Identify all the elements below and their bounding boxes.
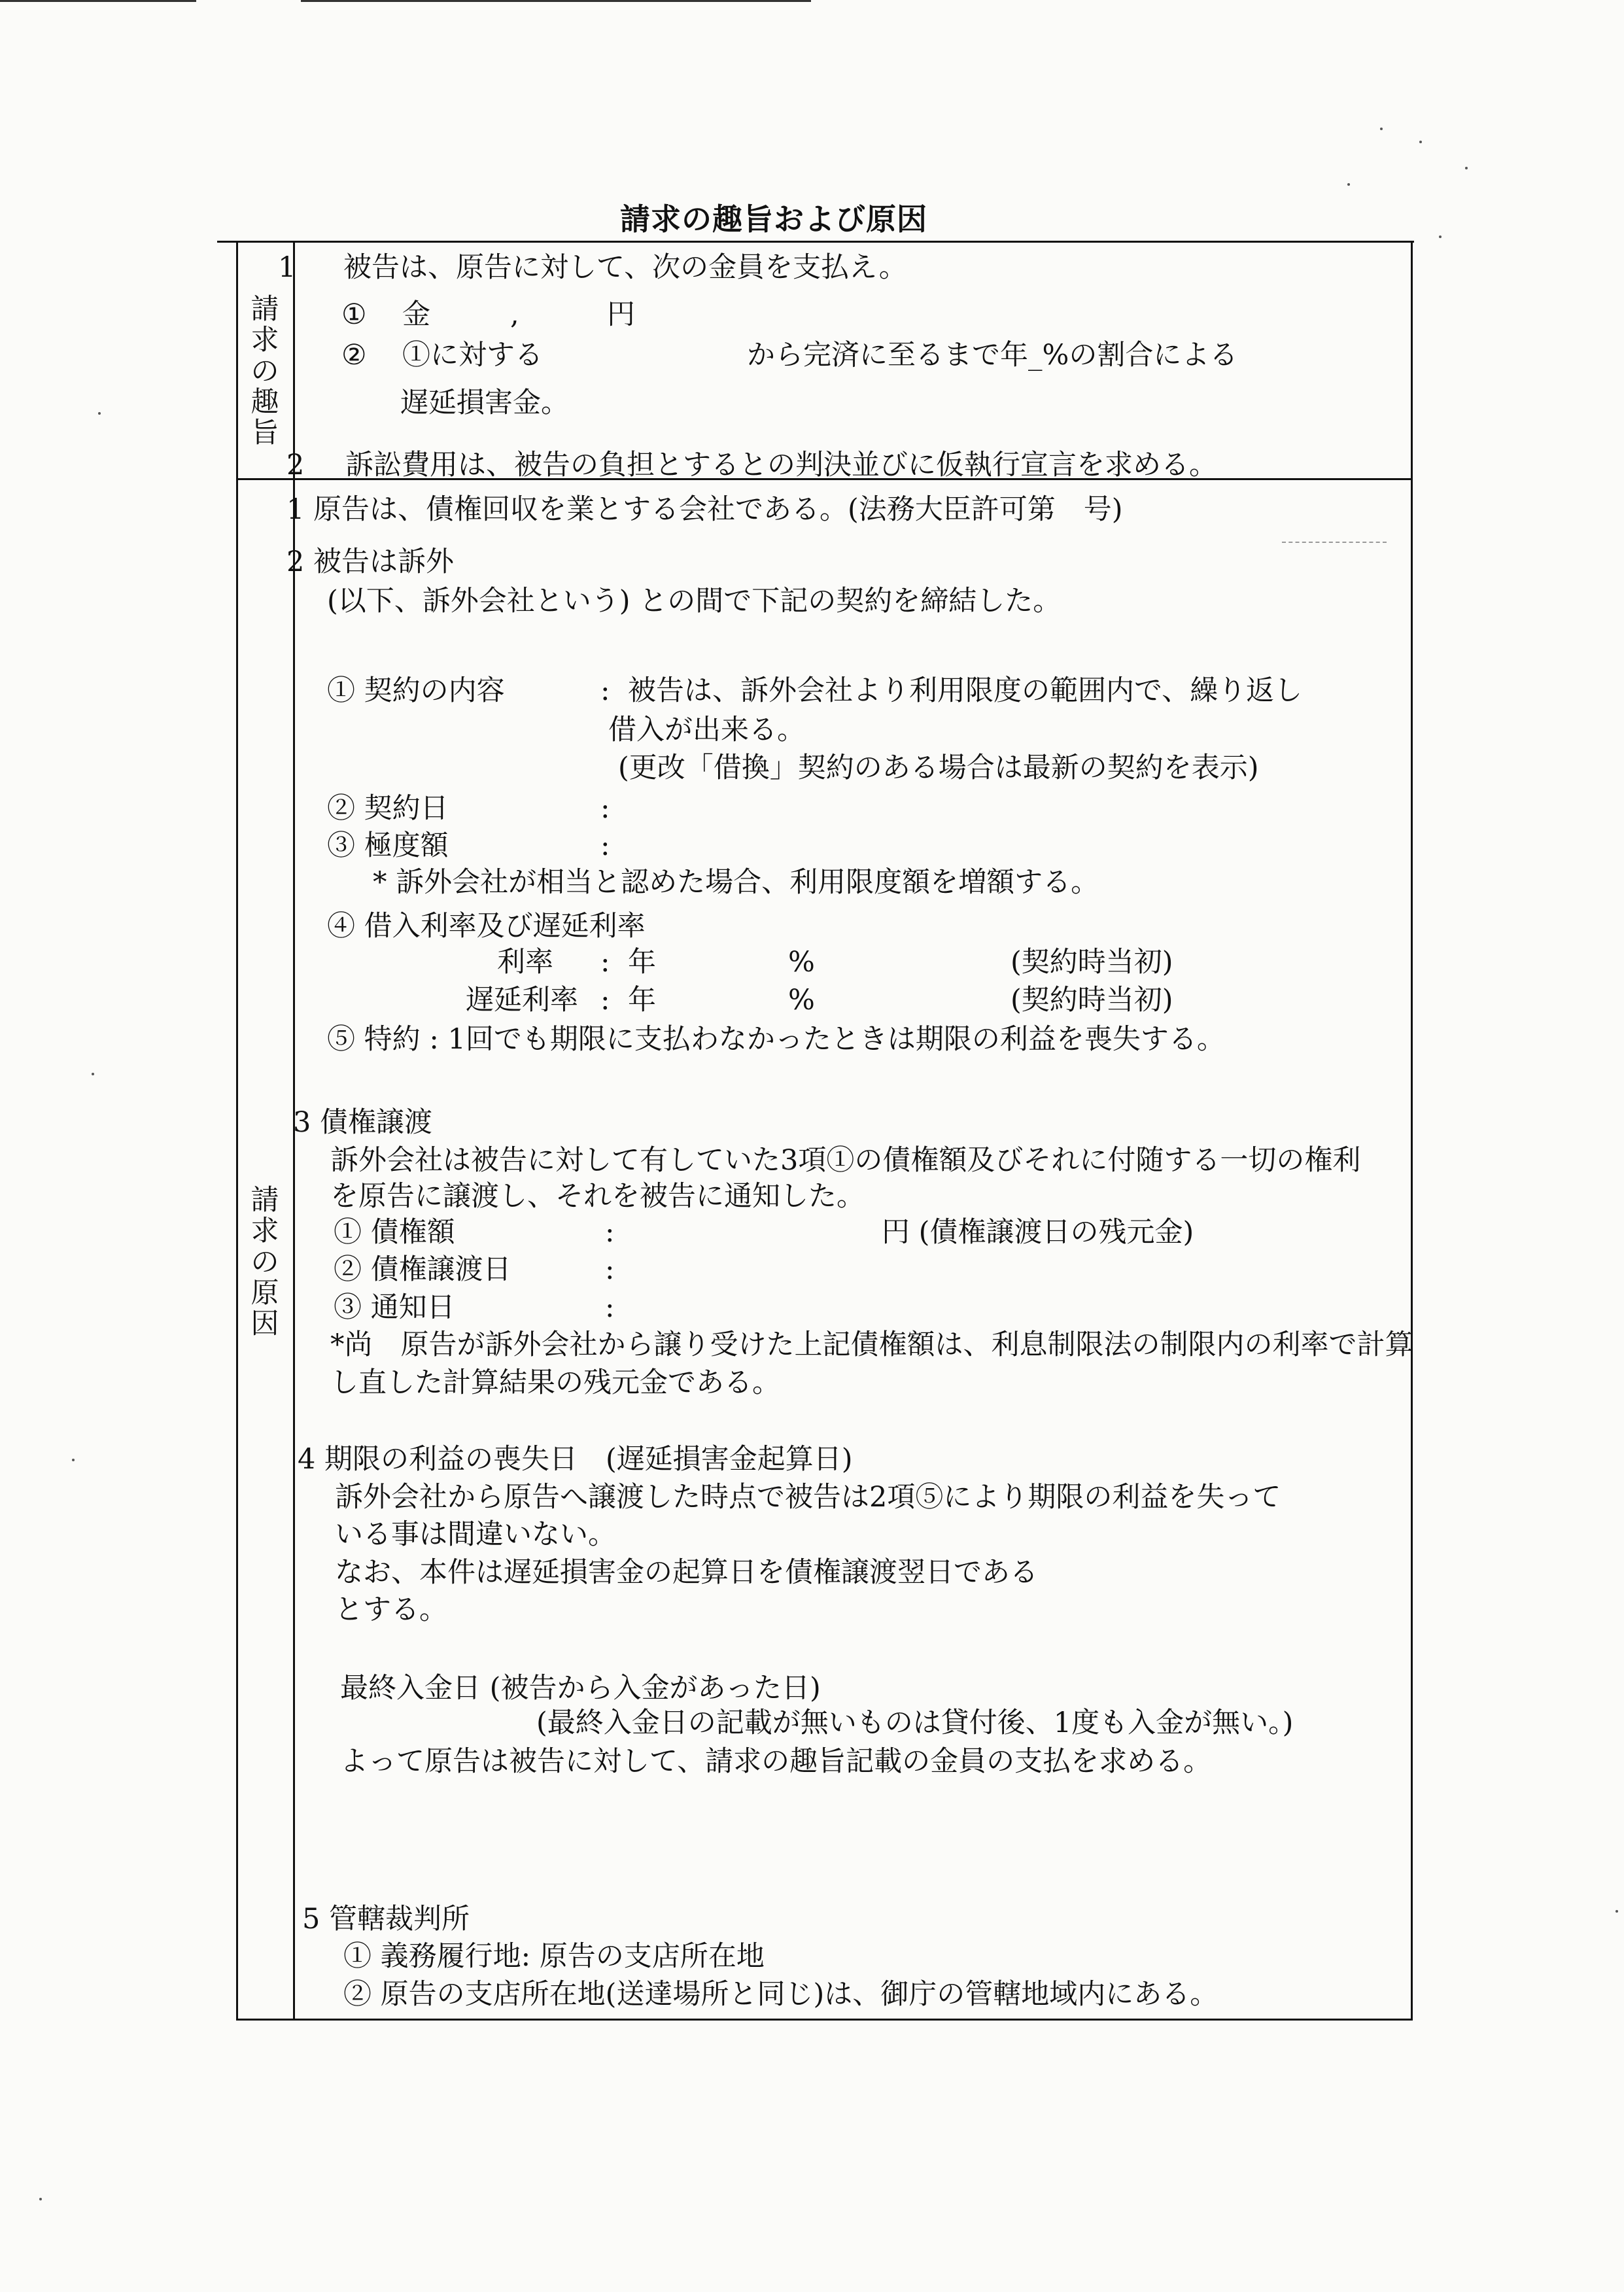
purpose-item1-text: 被告は、原告に対して、次の金員を支払え。 bbox=[343, 251, 907, 284]
claim-amount-value: 円 (債権譲渡日の残元金) bbox=[882, 1216, 1194, 1249]
special-clause: ⑤ 特約 : 1回でも期限に支払わなかったときは期限の利益を喪失する。 bbox=[327, 1023, 1225, 1056]
cause-section3-note-line2: し直した計算結果の残元金である。 bbox=[330, 1366, 780, 1399]
late-rate-colon: : bbox=[600, 984, 610, 1016]
last-payment-note: (最終入金日の記載が無いものは貸付後、1度も入金が無い。) bbox=[536, 1707, 1294, 1739]
rate-colon: : bbox=[600, 946, 610, 979]
cause-section4-line3: なお、本件は遅延損害金の起算日を債権譲渡翌日である bbox=[335, 1556, 1038, 1589]
scan-speck bbox=[72, 1459, 75, 1461]
scan-speck bbox=[39, 2198, 42, 2200]
side-label-char: の bbox=[251, 355, 279, 388]
side-label-char: 請 bbox=[251, 1184, 279, 1217]
assignment-date-colon: : bbox=[605, 1253, 615, 1286]
cause-section4-line2: いる事は間違いない。 bbox=[335, 1518, 616, 1551]
cause-section3-line2: を原告に譲渡し、それを被告に通知した。 bbox=[330, 1180, 865, 1213]
late-rate-label: 遅延利率 bbox=[466, 984, 578, 1016]
jurisdiction-item1: ① 義務履行地: 原告の支店所在地 bbox=[343, 1940, 765, 1973]
notice-date-colon: : bbox=[605, 1291, 615, 1324]
jurisdiction-item2: ② 原告の支店所在地(送達場所と同じ)は、御庁の管轄地域内にある。 bbox=[343, 1978, 1218, 2011]
cause-section1: 1 原告は、債権回収を業とする会社である。(法務大臣許可第 号) bbox=[286, 493, 1123, 526]
scan-speck bbox=[98, 412, 101, 415]
purpose-sub1-yen: 円 bbox=[607, 298, 635, 331]
contract-content-colon: : bbox=[600, 674, 610, 707]
purpose-item2-text: 訴訟費用は、被告の負担とするとの判決並びに仮執行宣言を求める。 bbox=[345, 449, 1217, 481]
contract-date-label: ② 契約日 bbox=[327, 792, 449, 825]
scan-speck bbox=[1347, 183, 1350, 186]
side-label-char: 因 bbox=[251, 1308, 279, 1341]
credit-limit-note: * 訴外会社が相当と認めた場合、利用限度額を増額する。 bbox=[373, 866, 1099, 899]
last-payment-date: 最終入金日 (被告から入金があった日) bbox=[340, 1672, 821, 1705]
side-label-char: 旨 bbox=[251, 417, 279, 450]
credit-limit-colon: : bbox=[600, 829, 610, 862]
table-border-bottom bbox=[236, 2019, 1413, 2021]
side-label-char: 原 bbox=[251, 1276, 279, 1310]
side-label-char: 趣 bbox=[251, 385, 279, 419]
cause-section4-line4: とする。 bbox=[335, 1593, 447, 1626]
conclusion: よって原告は被告に対して、請求の趣旨記載の金員の支払を求める。 bbox=[340, 1745, 1212, 1778]
side-label-claim-purpose bbox=[242, 294, 288, 449]
scan-speck bbox=[1380, 128, 1383, 130]
scan-speck bbox=[1615, 1910, 1618, 1913]
purpose-sub2-text-b: から完済に至るまで年_%の割合による bbox=[747, 339, 1238, 372]
purpose-item2-number: 2 bbox=[286, 449, 305, 481]
purpose-sub1-comma: , bbox=[510, 298, 519, 331]
rate-label: 利率 bbox=[497, 946, 553, 979]
table-border-right bbox=[1411, 241, 1413, 2020]
contract-content-label: ① 契約の内容 bbox=[327, 674, 505, 707]
side-label-char: の bbox=[251, 1245, 279, 1279]
cause-section5-heading: 5 管轄裁判所 bbox=[302, 1903, 470, 1936]
side-label-char: 求 bbox=[251, 1215, 279, 1248]
scan-edge-top-left bbox=[0, 0, 196, 2]
side-label-char: 請 bbox=[251, 293, 279, 326]
notice-date-label: ③ 通知日 bbox=[334, 1291, 455, 1324]
rate-note: (契約時当初) bbox=[1011, 946, 1173, 979]
contract-content-line2: 借入が出来る。 bbox=[608, 714, 805, 746]
interest-rates-label: ④ 借入利率及び遅延利率 bbox=[327, 910, 646, 943]
cause-section4-line1: 訴外会社から原告へ譲渡した時点で被告は2項⑤により期限の利益を失って bbox=[335, 1481, 1281, 1514]
contract-content-line1: 被告は、訴外会社より利用限度の範囲内で、繰り返し bbox=[628, 674, 1303, 707]
cause-section2-body: (以下、訴外会社という) との間で下記の契約を締結した。 bbox=[327, 585, 1062, 617]
side-label-char: 求 bbox=[251, 324, 279, 357]
document-title: 請求の趣旨および原因 bbox=[620, 201, 927, 237]
assignment-date-label: ② 債権譲渡日 bbox=[334, 1253, 511, 1286]
scan-speck bbox=[1439, 235, 1442, 238]
purpose-item1-number: 1 bbox=[278, 251, 296, 284]
cause-section2-heading: 2 被告は訴外 bbox=[286, 546, 455, 578]
credit-limit-label: ③ 極度額 bbox=[327, 829, 449, 862]
late-rate-note: (契約時当初) bbox=[1011, 984, 1173, 1016]
scan-speck bbox=[1465, 167, 1468, 169]
cause-section3-note-line1: *尚 原告が訴外会社から譲り受けた上記債権額は、利息制限法の制限内の利率で計算 bbox=[330, 1328, 1413, 1361]
purpose-sub2-text-c: 遅延損害金。 bbox=[400, 387, 569, 419]
purpose-sub1-amount-label: 金 bbox=[402, 298, 430, 331]
scan-speck bbox=[1419, 141, 1422, 143]
table-border-top bbox=[217, 241, 1414, 243]
claim-amount-colon: : bbox=[605, 1216, 615, 1249]
cause-section3-line1: 訴外会社は被告に対して有していた3項①の債権額及びそれに付随する一切の権利 bbox=[330, 1144, 1361, 1177]
late-rate-percent: % bbox=[788, 984, 815, 1016]
contract-content-line3: (更改「借換」契約のある場合は最新の契約を表示) bbox=[618, 752, 1259, 784]
rate-percent: % bbox=[788, 946, 815, 979]
table-border-left bbox=[236, 241, 238, 2020]
scan-edge-top-right bbox=[301, 0, 811, 2]
rate-year: 年 bbox=[628, 946, 656, 979]
late-rate-year: 年 bbox=[628, 984, 656, 1016]
scan-speck bbox=[92, 1073, 94, 1075]
contract-date-colon: : bbox=[600, 792, 610, 825]
purpose-sub1-number: ① bbox=[341, 298, 367, 331]
purpose-sub2-number: ② bbox=[341, 339, 367, 372]
purpose-sub2-text-a: ①に対する bbox=[402, 339, 543, 372]
cause-section3-heading: 3 債権譲渡 bbox=[293, 1106, 433, 1139]
claim-amount-label: ① 債権額 bbox=[334, 1216, 455, 1249]
cause-section4-heading: 4 期限の利益の喪失日 (遅延損害金起算日) bbox=[298, 1443, 853, 1476]
scan-dash bbox=[1282, 542, 1387, 543]
side-label-claim-cause bbox=[242, 1185, 288, 1340]
